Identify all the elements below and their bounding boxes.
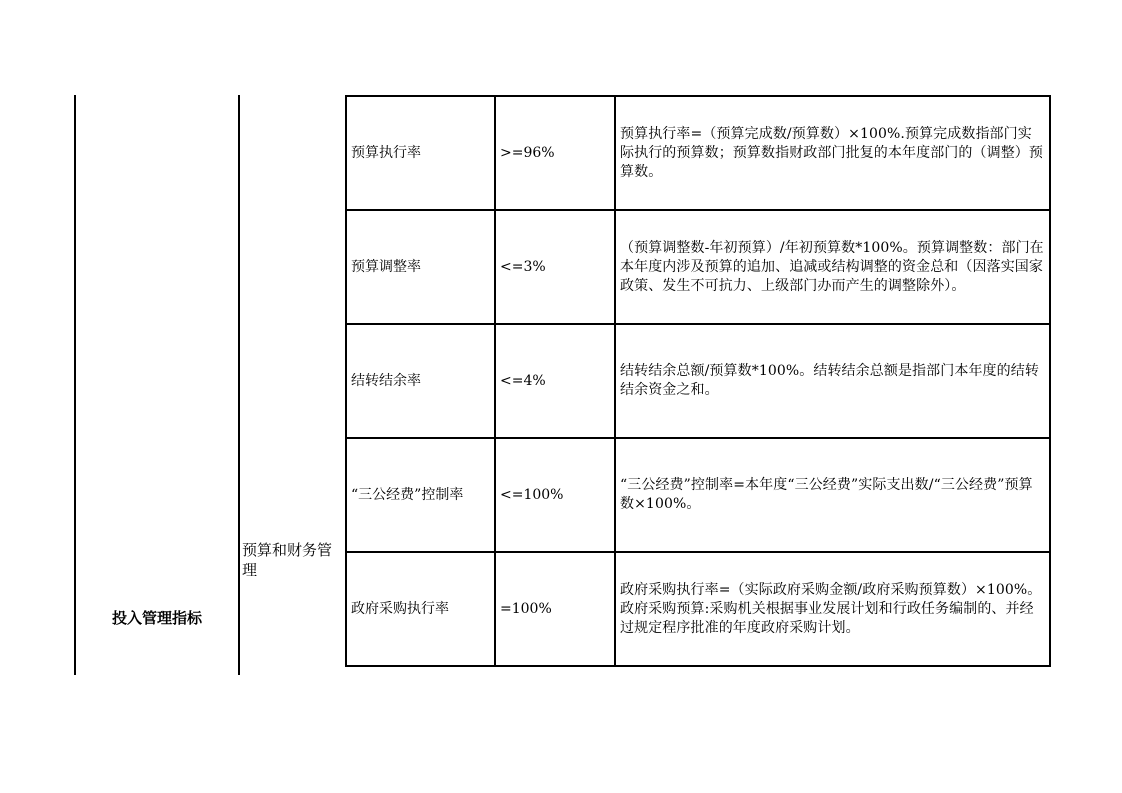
table-row — [346, 438, 1050, 552]
metric-target: <=4% — [495, 324, 615, 438]
category-cell — [76, 95, 238, 675]
metric-description: 预算执行率=（预算完成数/预算数）×100%.预算完成数指部门实际执行的预算数；预算数指财政部门批复的本年度部门的（调整）预算数。 — [615, 96, 1050, 210]
subcategory-label: 预算和财务管理 — [242, 541, 333, 579]
metric-target: >=96% — [495, 96, 615, 210]
metrics-table — [345, 95, 1051, 667]
metric-name: 结转结余率 — [346, 324, 495, 438]
metric-description: （预算调整数-年初预算）/年初预算数*100%。预算调整数：部门在本年度内涉及预算的追加、追减或结构调整的资金总和（因落实国家政策、发生不可抗力、上级部门办而产生的调整除外）。 — [615, 210, 1050, 324]
metric-target: <=3% — [495, 210, 615, 324]
category-label: 投入管理指标 — [111, 609, 202, 627]
metric-name: 预算调整率 — [346, 210, 495, 324]
table-row — [346, 96, 1050, 210]
metric-description: 结转结余总额/预算数*100%。结转结余总额是指部门本年度的结转结余资金之和。 — [615, 324, 1050, 438]
table-row — [346, 552, 1050, 666]
metric-target: =100% — [495, 552, 615, 666]
metric-target: <=100% — [495, 438, 615, 552]
subcategory-column-border — [238, 95, 240, 675]
table-row — [346, 210, 1050, 324]
metric-description: “三公经费”控制率=本年度“三公经费”实际支出数/“三公经费”预算数×100%。 — [615, 438, 1050, 552]
metric-name: 政府采购执行率 — [346, 552, 495, 666]
metric-description: 政府采购执行率=（实际政府采购金额/政府采购预算数）×100%。政府采购预算:采购机关根据事业发展计划和行政任务编制的、并经过规定程序批准的年度政府采购计划。 — [615, 552, 1050, 666]
table-row — [346, 324, 1050, 438]
metric-name: 预算执行率 — [346, 96, 495, 210]
metric-name: “三公经费”控制率 — [346, 438, 495, 552]
